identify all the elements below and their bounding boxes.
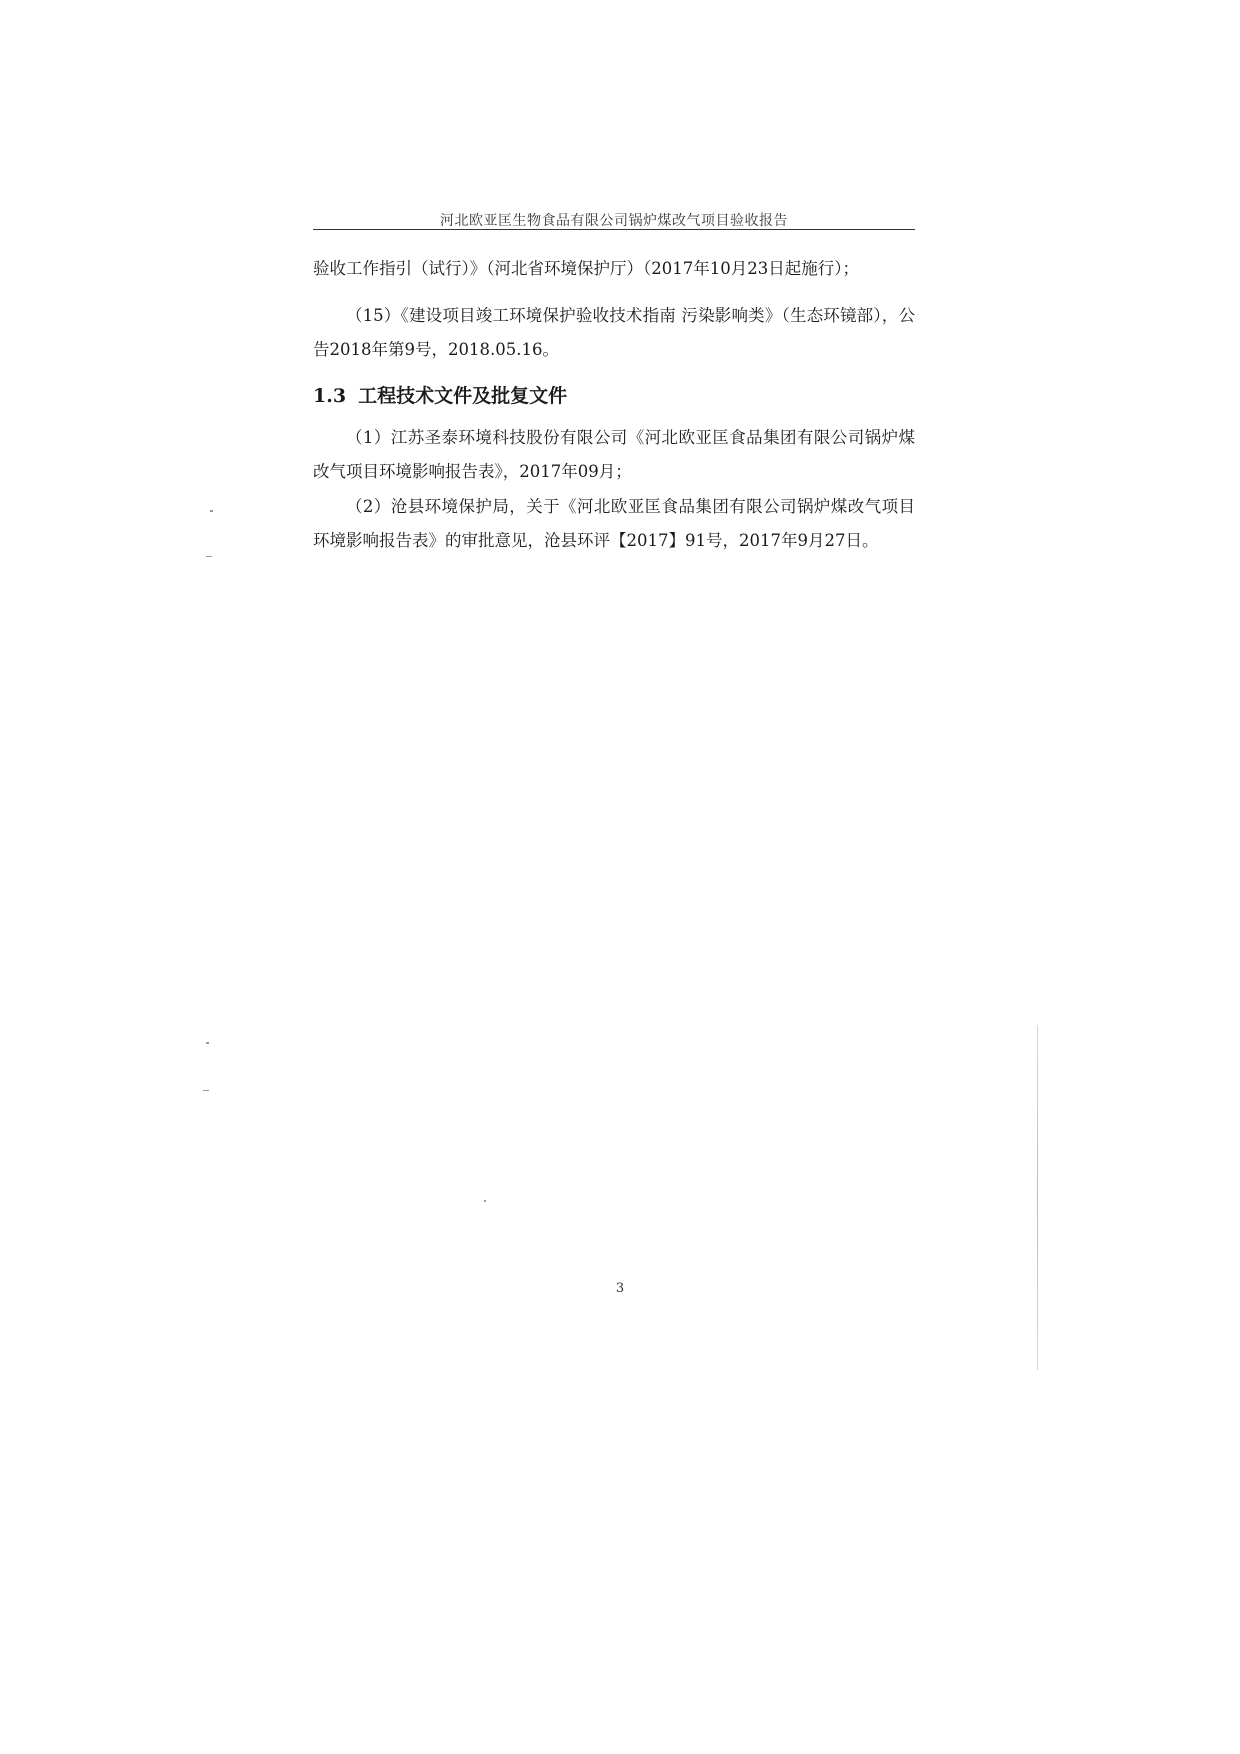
running-header: 河北欧亚匡生物食品有限公司锅炉煤改气项目验收报告 (440, 213, 788, 229)
section-number: 1.3 (313, 385, 347, 407)
scan-speck (203, 1090, 209, 1091)
scan-speck (484, 1200, 486, 1202)
scan-speck (210, 510, 213, 512)
section-heading (313, 381, 567, 408)
paragraph-continuation: 验收工作指引（试行）》（河北省环境保护厅）（2017年10月23日起施行）； (313, 259, 859, 278)
page-number: 3 (615, 1281, 625, 1296)
paragraph-document-2: （2）沧县环境保护局，关于《河北欧亚匡食品集团有限公司锅炉煤改气项目环境影响报告表》的审批意见，沧县环评【2017】91号，2017年9月27日。 (313, 497, 915, 550)
scan-edge-line (1037, 1025, 1038, 1370)
paragraph-document-1: （1）江苏圣泰环境科技股份有限公司《河北欧亚匡食品集团有限公司锅炉煤改气项目环境影响报告表》，2017年09月； (313, 428, 915, 481)
section-title: 工程技术文件及批复文件 (358, 385, 568, 407)
scan-speck (206, 1042, 209, 1044)
header-rule (313, 229, 915, 230)
paragraph-reference-15: （15）《建设项目竣工环境保护验收技术指南 污染影响类》（生态环镜部），公告2018年第9号，2018.05.16。 (313, 306, 915, 359)
scan-speck (206, 556, 212, 557)
